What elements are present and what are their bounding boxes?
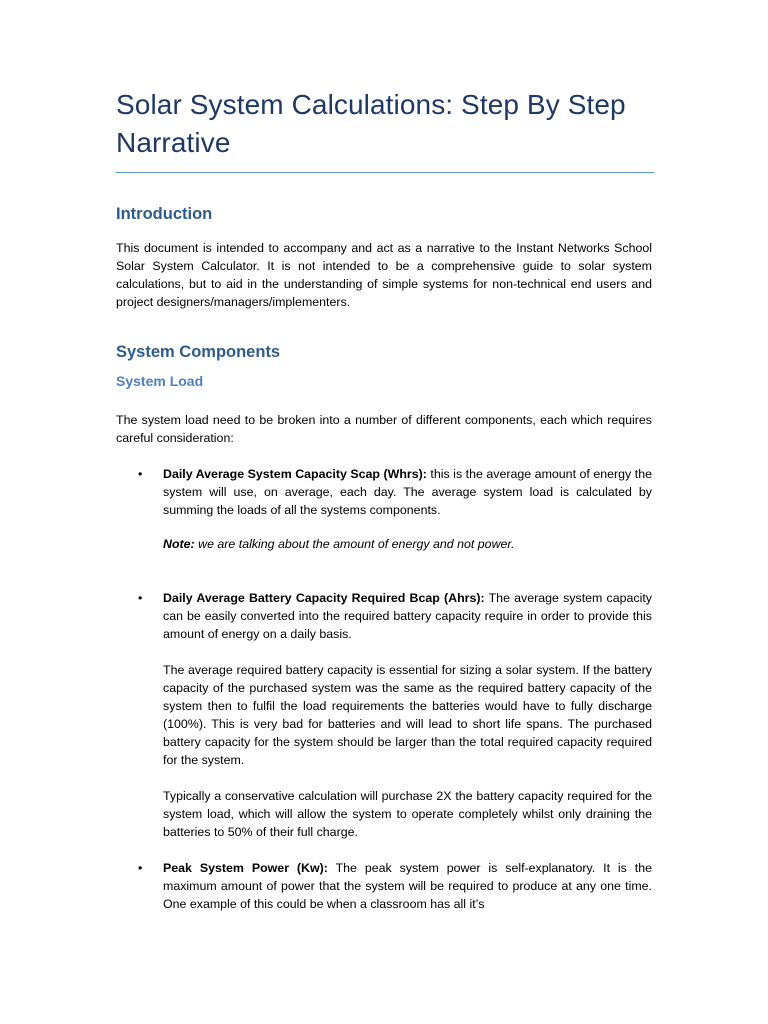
term-label: Daily Average Battery Capacity Required Bcap (Ahrs): — [163, 591, 485, 605]
battery-capacity-paragraph-3: Typically a conservative calculation will purchase 2X the battery capacity required for the system load, which will allow the system to operate completely whilst only draining the batteries to 50% of their full charge. — [163, 789, 652, 839]
bullet-icon: • — [138, 591, 143, 605]
document-page — [116, 86, 652, 913]
list-item-daily-system-capacity — [116, 465, 652, 553]
system-load-intro: The system load need to be broken into a number of different components, each which requires careful consideration: — [116, 413, 652, 445]
system-load-heading: System Load — [116, 373, 204, 389]
list-item-text — [163, 465, 652, 519]
system-load-list — [116, 465, 652, 913]
title-divider — [116, 172, 654, 173]
battery-capacity-paragraph-2: The average required battery capacity is essential for sizing a solar system. If the battery capacity of the purchased system was the same as the required battery capacity of the system then to fulfil the load requirements the batteries would have to fully discharge (100%). This is very bad for batteries and will lead to short life spans. The purchased battery capacity for the system should be larger than the total required capacity required for the system. — [163, 663, 652, 767]
term-label: Daily Average System Capacity Scap (Whrs): — [163, 467, 427, 481]
introduction-heading: Introduction — [116, 205, 213, 223]
note-text: we are talking about the amount of energy and not power. — [194, 537, 515, 551]
note-paragraph — [163, 535, 652, 553]
list-item-battery-capacity — [116, 589, 652, 841]
bullet-icon: • — [138, 861, 143, 875]
list-item-peak-power — [116, 859, 652, 913]
term-label: Peak System Power (Kw): — [163, 861, 328, 875]
term-description: this is the average amount of energy the system will use, on average, each day. The average system load is calculated by summing the loads of all the systems components. — [163, 467, 652, 517]
document-title: Solar System Calculations: Step By Step Narrative — [116, 89, 626, 158]
list-item-text — [163, 859, 652, 913]
term-description: The average system capacity can be easily converted into the required battery capacity require in order to provide this amount of energy on a daily basis. — [163, 591, 652, 641]
system-components-heading: System Components — [116, 343, 281, 361]
introduction-paragraph: This document is intended to accompany and act as a narrative to the Instant Networks School Solar System Calculator. It is not intended to be a comprehensive guide to solar system calculations, but to aid in the understanding of simple systems for non-technical end users and project designers/managers/implementers. — [116, 241, 652, 309]
list-item-text — [163, 589, 652, 643]
term-description: The peak system power is self-explanatory. It is the maximum amount of power that the system will be required to produce at any one time. One example of this could be when a classroom has all it’s — [163, 861, 653, 911]
note-label: Note: — [163, 537, 195, 551]
bullet-icon: • — [138, 467, 143, 481]
